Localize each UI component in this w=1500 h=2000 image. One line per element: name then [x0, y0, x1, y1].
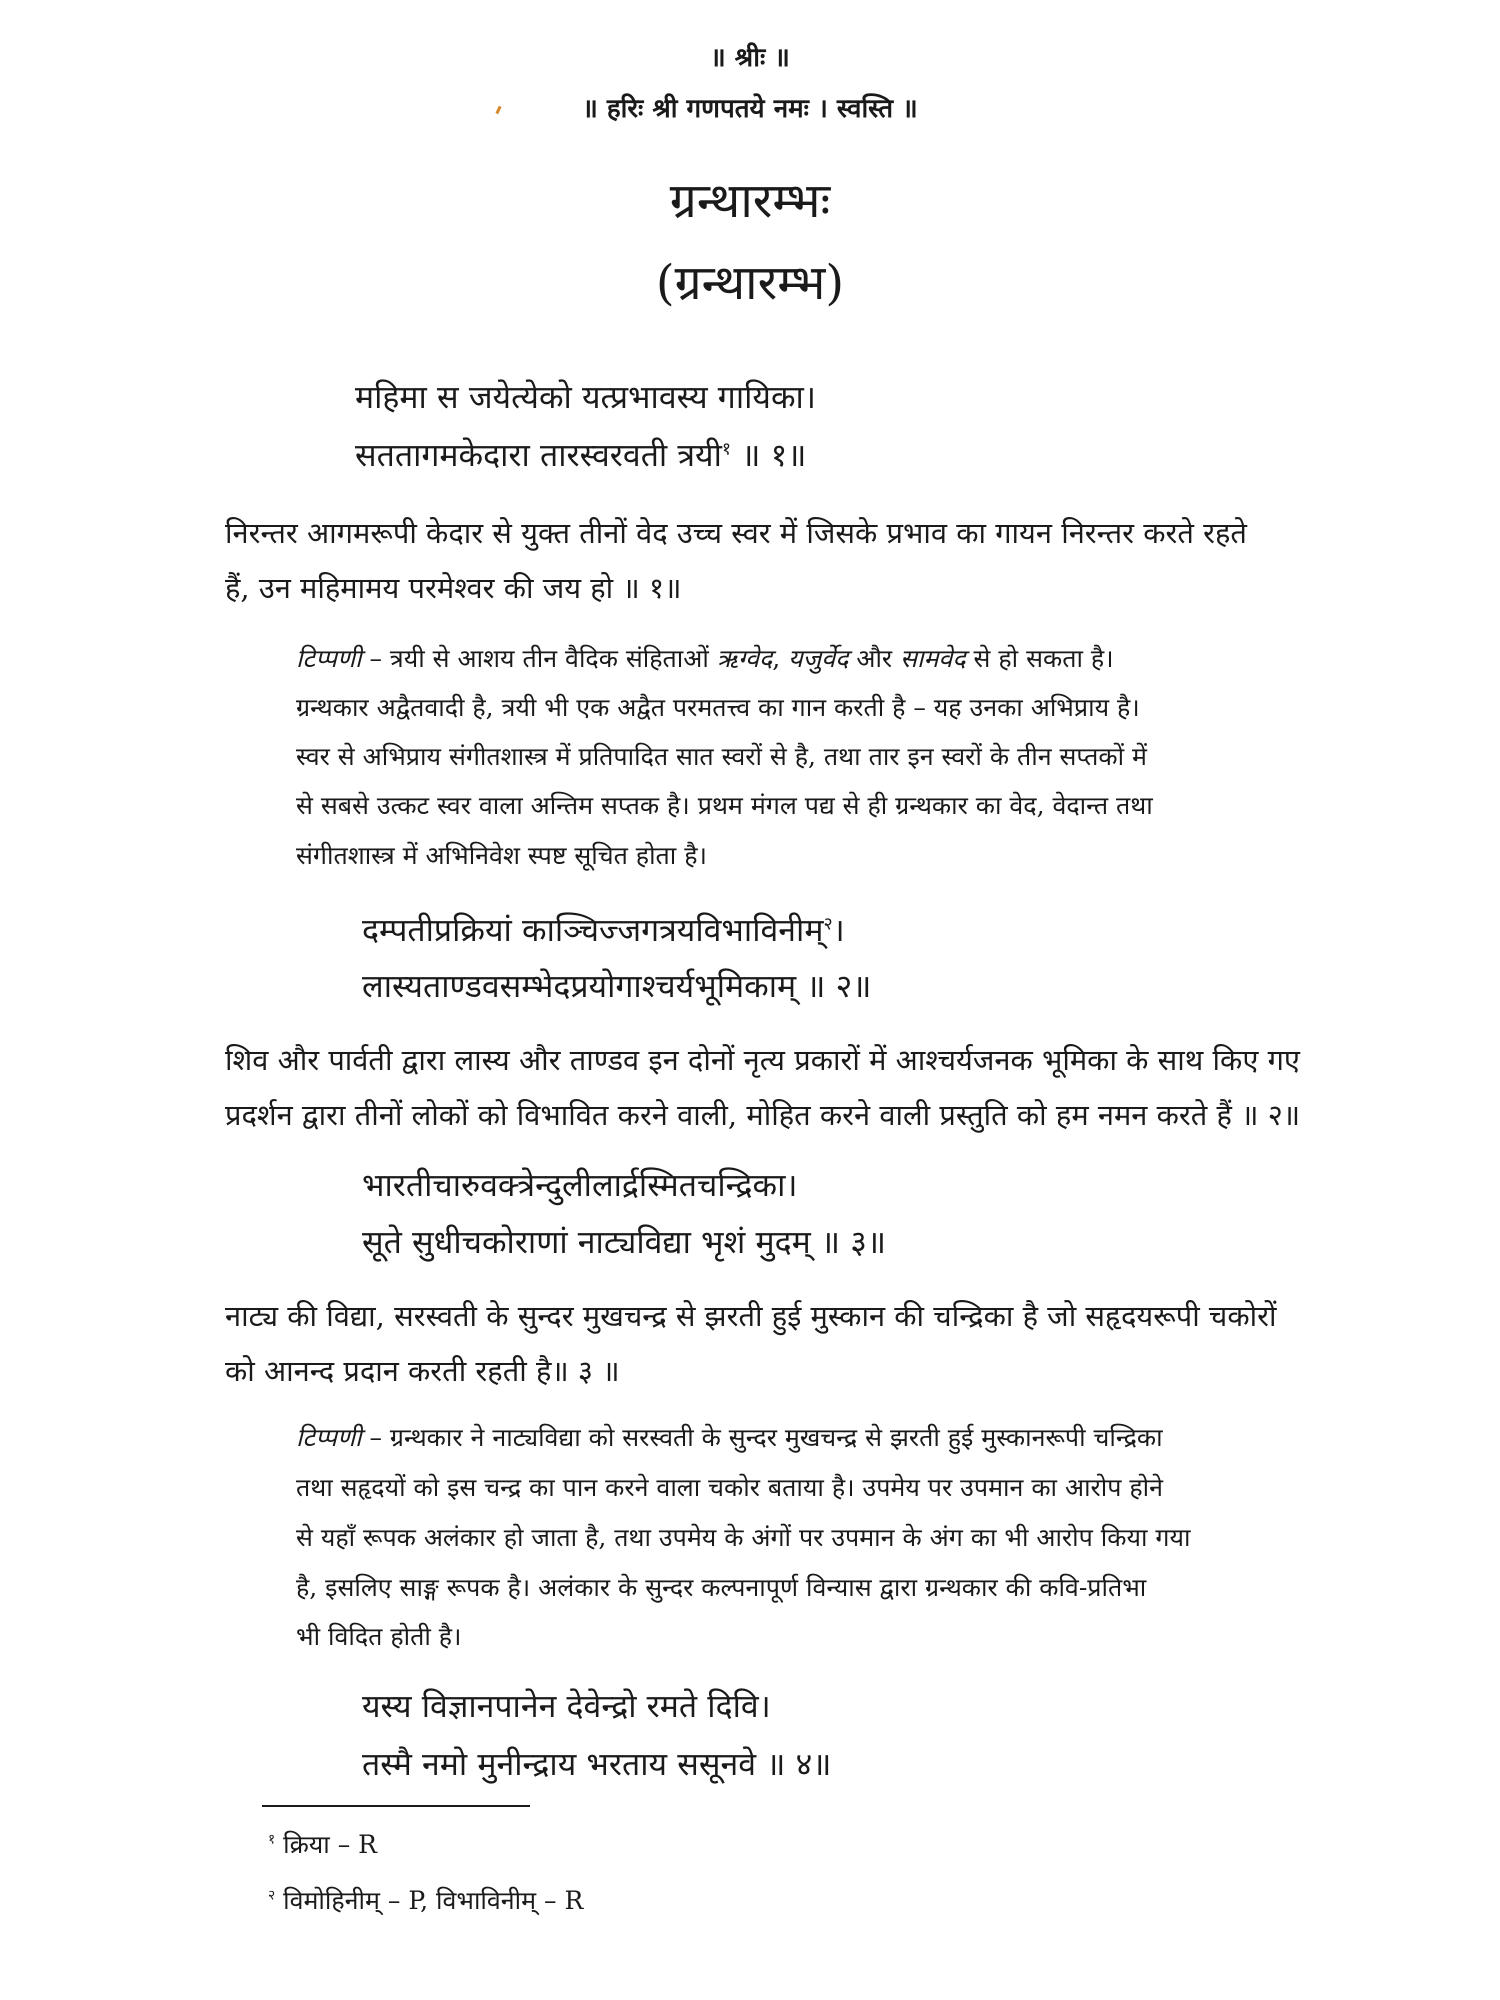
footnote-ref-1: १	[721, 439, 732, 460]
footnote-2: $^२$ विमोहिनीम् – P, विभाविनीम् – R	[268, 1886, 584, 1915]
translation-3-line-2: को आनन्द प्रदान करती रहती है॥ ३ ॥	[225, 1354, 620, 1388]
verse-4-line-2: तस्मै नमो मुनीन्द्राय भरताय ससूनवे ॥ ४॥	[362, 1745, 832, 1783]
chapter-title-sanskrit: ग्रन्थारम्भः	[669, 173, 831, 229]
verse-3-line-1: भारतीचारुवक्त्रेन्दुलीलार्द्रस्मितचन्द्रिका।	[362, 1166, 798, 1204]
note-1-line-5: संगीतशास्त्र में अभिनिवेश स्पष्ट सूचित होता है।	[296, 841, 707, 870]
note-label: टिप्पणी	[296, 644, 362, 673]
note-2-line-2: तथा सहृदयों को इस चन्द्र का पान करने वाला चकोर बताया है। उपमेय पर उपमान का आरोप होने	[296, 1473, 1163, 1502]
note-1-line-1: टिप्पणी – त्रयी से आशय तीन वैदिक संहिताओं ऋग्वेद, यजुर्वेद और सामवेद से हो सकता है।	[296, 644, 1114, 673]
translation-1-line-2: हैं, उन महिमामय परमेश्वर की जय हो ॥ १॥	[225, 571, 682, 605]
footnote-divider	[262, 1805, 530, 1807]
translation-1-line-1: निरन्तर आगमरूपी केदार से युक्त तीनों वेद उच्च स्वर में जिसके प्रभाव का गायन निरन्तर करते रहते	[225, 516, 1247, 550]
note-label: टिप्पणी	[296, 1423, 362, 1452]
translation-3-line-1: नाट्य की विद्या, सरस्वती के सुन्दर मुखचन्द्र से झरती हुई मुस्कान की चन्द्रिका है जो सहृदयरूपी चकोरों	[225, 1299, 1277, 1333]
verse-2-line-2: लास्यताण्डवसम्भेदप्रयोगाश्चर्यभूमिकाम् ॥ २॥	[362, 967, 872, 1005]
footnote-ref-2: २	[823, 914, 833, 935]
verse-3-line-2: सूते सुधीचकोराणां नाट्यविद्या भृशं मुदम् ॥ ३॥	[362, 1223, 887, 1261]
note-1-line-2: ग्रन्थकार अद्वैतवादी है, त्रयी भी एक अद्वैत परमतत्त्व का गान करती है – यह उनका अभिप्राय है।	[296, 693, 1140, 722]
note-1-line-4: से सबसे उत्कट स्वर वाला अन्तिम सप्तक है। प्रथम मंगल पद्य से ही ग्रन्थकार का वेद, वेदान्त तथा	[296, 791, 1153, 820]
note-1-line-3: स्वर से अभिप्राय संगीतशास्त्र में प्रतिपादित सात स्वरों से है, तथा तार इन स्वरों के तीन सप्तकों में	[296, 742, 1147, 771]
note-2-line-5: भी विदित होती है।	[296, 1622, 462, 1651]
verse-1-line-1: महिमा स जयेत्येको यत्प्रभावस्य गायिका।	[355, 378, 816, 416]
invocation-shri: ॥ श्रीः ॥	[710, 43, 790, 73]
verse-4-line-1: यस्य विज्ञानपानेन देवेन्द्रो रमते दिवि।	[362, 1687, 771, 1725]
verse-2-line-1: दम्पतीप्रक्रियां काञ्चिज्जगत्रयविभाविनीम्$^२$।	[362, 911, 845, 949]
invocation-ganapati: ॥ हरिः श्री गणपतये नमः । स्वस्ति ॥	[582, 94, 918, 124]
note-2-line-4: है, इसलिए साङ्ग रूपक है। अलंकार के सुन्दर कल्पनापूर्ण विन्यास द्वारा ग्रन्थकार की कवि-प्रतिभा	[296, 1573, 1147, 1602]
verse-1-line-2: सततागमकेदारा तारस्वरवती त्रयी$^१$ ॥ १॥	[355, 436, 807, 474]
note-2-line-1: टिप्पणी – ग्रन्थकार ने नाट्यविद्या को सरस्वती के सुन्दर मुखचन्द्र से झरती हुई मुस्कानरूपी चन्द्रिका	[296, 1423, 1163, 1452]
translation-2-line-2: प्रदर्शन द्वारा तीनों लोकों को विभावित करने वाली, मोहित करने वाली प्रस्तुति को हम नमन करते हैं ॥ २॥	[225, 1098, 1301, 1132]
translation-2-line-1: शिव और पार्वती द्वारा लास्य और ताण्डव इन दोनों नृत्य प्रकारों में आश्चर्यजनक भूमिका के साथ किए गए	[225, 1043, 1300, 1077]
footnote-1: $^१$ क्रिया – R	[268, 1830, 377, 1859]
chapter-title-hindi: (ग्रन्थारम्भ)	[655, 255, 845, 311]
note-2-line-3: से यहाँ रूपक अलंकार हो जाता है, तथा उपमेय के अंगों पर उपमान के अंग का भी आरोप किया गया	[296, 1523, 1191, 1552]
